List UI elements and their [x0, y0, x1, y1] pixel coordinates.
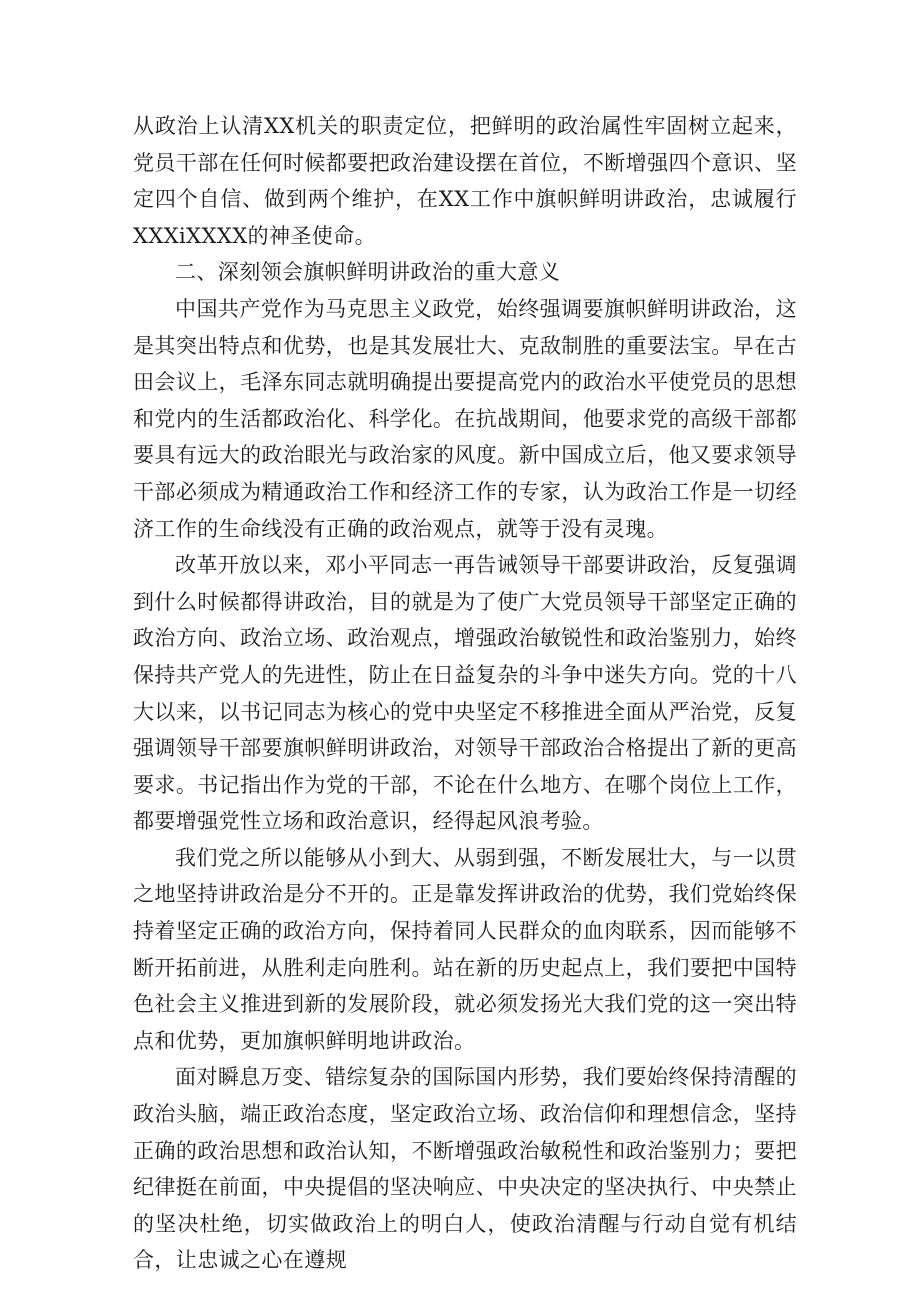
- paragraph-continuation: 从政治上认清XX机关的职责定位，把鲜明的政治属性牢固树立起来，党员干部在任何时候都要把政治建设摆在首位，不断增强四个意识、坚定四个自信、做到两个维护，在XX工作中旗帜鲜明讲政治，忠诚履行XXXiXXXX的神圣使命。: [133, 114, 797, 248]
- document-body: [133, 108, 797, 1279]
- paragraph: 中国共产党作为马克思主义政党，始终强调要旗帜鲜明讲政治，这是其突出特点和优势，也是其发展壮大、克敌制胜的重要法宝。早在古田会议上，毛泽东同志就明确提出要提高党内的政治水平使党员的思想和党内的生活都政治化、科学化。在抗战期间，他要求党的高级干部都要具有远大的政治眼光与政治家的风度。新中国成立后，他又要求领导干部必须成为精通政治工作和经济工作的专家，认为政治工作是一切经济工作的生命线没有正确的政治观点，就等于没有灵瑰。: [133, 296, 797, 541]
- paragraph: 改革开放以来，邓小平同志一再告诫领导干部要讲政治，反复强调到什么时候都得讲政治，目的就是为了使广大党员领导干部坚定正确的政治方向、政治立场、政治观点，增强政治敏锐性和政治鉴别力，始终保持共产党人的先进性，防止在日益复杂的斗争中迷失方向。党的十八大以来，以书记同志为核心的党中央坚定不移推进全面从严治党，反复强调领导干部要旗帜鲜明讲政治，对领导干部政治合格提出了新的更高要求。书记指出作为党的干部，不论在什么地方、在哪个岗位上工作，都要增强党性立场和政治意识，经得起风浪考验。: [133, 553, 797, 834]
- section-heading: 二、深刻领会旗帜鲜明讲政治的重大意义: [175, 260, 561, 285]
- paragraph: 我们党之所以能够从小到大、从弱到强，不断发展壮大，与一以贯之地坚持讲政治是分不开的。正是靠发挥讲政治的优势，我们党始终保持着坚定正确的政治方向，保持着同人民群众的血肉联系，因而能够不断开拓前进，从胜利走向胜利。站在新的历史起点上，我们要把中国特色社会主义推进到新的发展阶段，就必须发扬光大我们党的这一突出特点和优势，更加旗帜鲜明地讲政治。: [133, 845, 797, 1053]
- paragraph: 面对瞬息万变、错综复杂的国际国内形势，我们要始终保持清醒的政治头脑，端正政治态度，坚定政治立场、政治信仰和理想信念，坚持正确的政治思想和政治认知，不断增强政治敏税性和政治鉴别力；要把纪律挺在前面，中央提倡的坚决响应、中央决定的坚决执行、中央禁止的坚决杜绝，切实做政治上的明白人，使政治清醒与行动自觉有机结合，让忠诚之心在遵规: [133, 1065, 797, 1273]
